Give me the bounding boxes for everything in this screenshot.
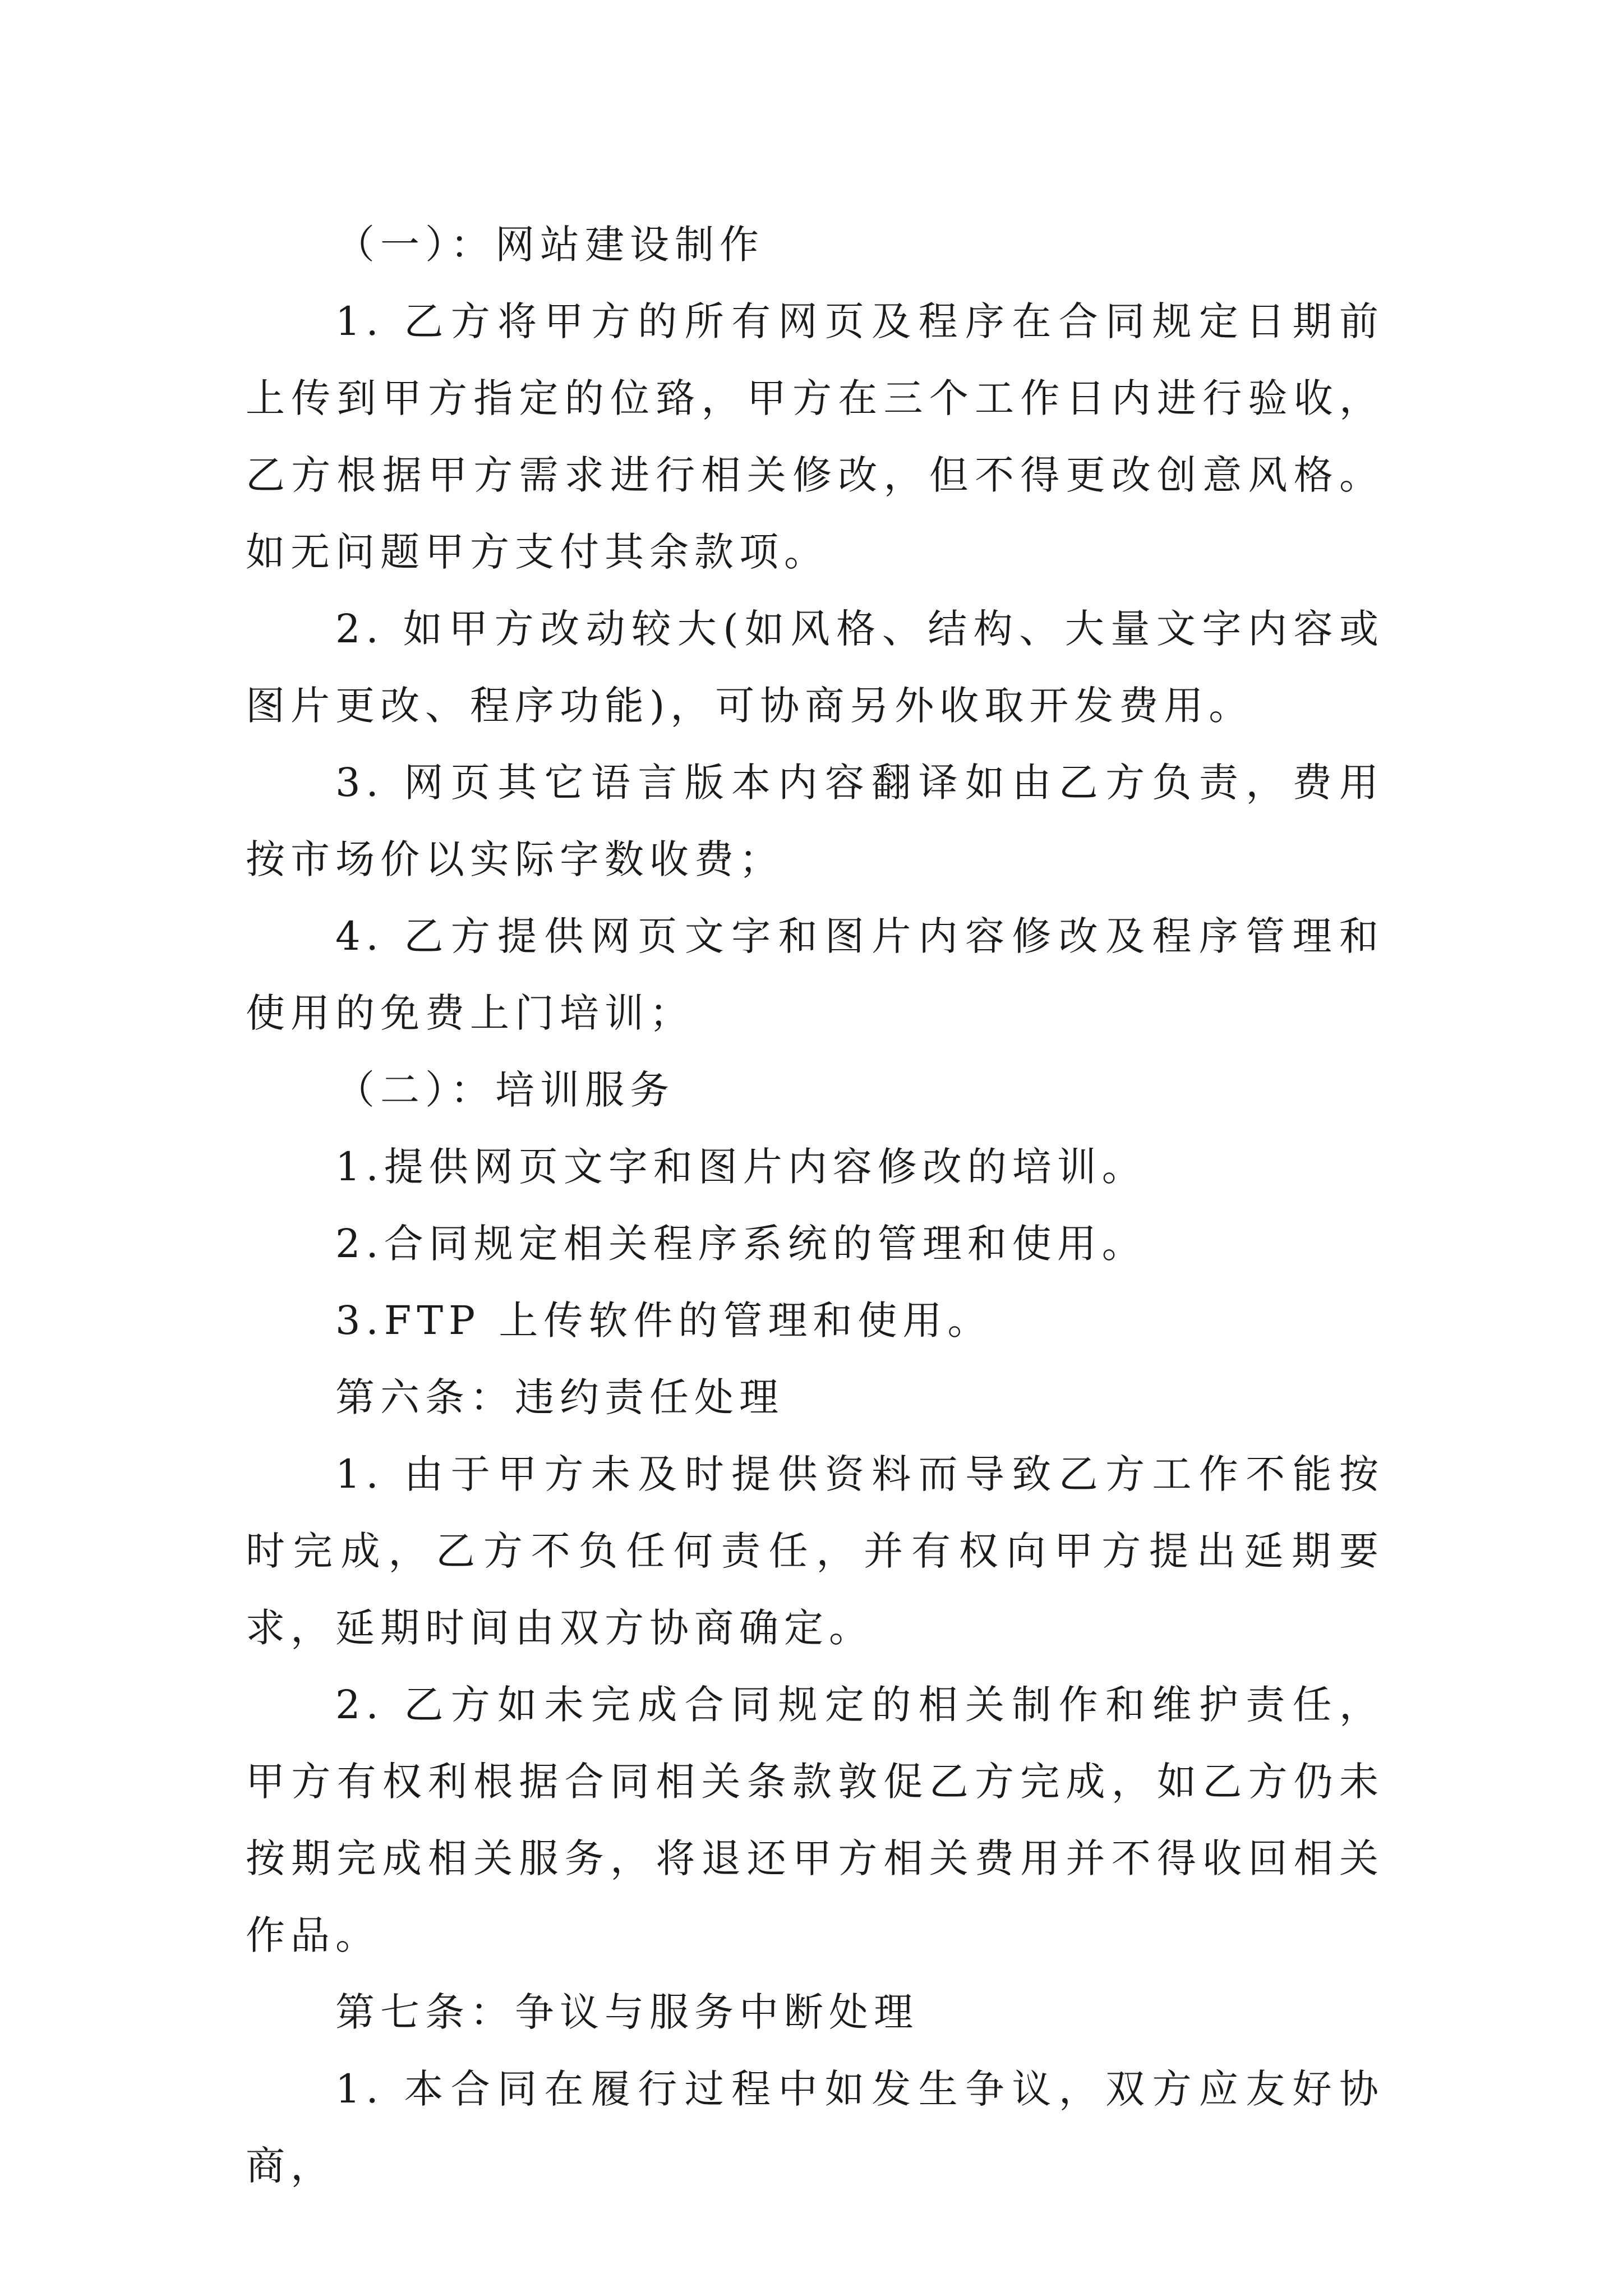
section-heading-training: （二）：培训服务: [335, 1067, 675, 1113]
clause-paragraph: 1. 由于甲方未及时提供资料而导致乙方工作不能按时完成，乙方不负任何责任，并有权向甲方提出延期要求，延期时间由双方协商确定。: [246, 1451, 1384, 1651]
clause-paragraph: 1.提供网页文字和图片内容修改的培训。: [335, 1144, 1147, 1190]
clause-paragraph: 3.FTP 上传软件的管理和使用。: [335, 1297, 993, 1343]
clause-paragraph: 3. 网页其它语言版本内容翻译如由乙方负责，费用按市场价以实际字数收费；: [246, 760, 1384, 882]
clause-paragraph: 1. 本合同在履行过程中如发生争议，双方应友好协商，: [246, 2066, 1384, 2189]
clause-paragraph: 2. 乙方如未完成合同规定的相关制作和维护责任，甲方有权利根据合同相关条款敦促乙方完成，如乙方仍未按期完成相关服务，将退还甲方相关费用并不得收回相关作品。: [246, 1682, 1384, 1958]
clause-paragraph: 2.合同规定相关程序系统的管理和使用。: [335, 1221, 1147, 1267]
section-heading-website-building: （一）：网站建设制作: [335, 222, 764, 268]
clause-paragraph: 4. 乙方提供网页文字和图片内容修改及程序管理和使用的免费上门培训；: [246, 913, 1384, 1036]
document-body: [246, 206, 1384, 2205]
clause-paragraph: 1. 乙方将甲方的所有网页及程序在合同规定日期前上传到甲方指定的位臵，甲方在三个工作日内进行验收，乙方根据甲方需求进行相关修改，但不得更改创意风格。如无问题甲方支付其余款项。: [246, 298, 1384, 575]
article-heading-breach: 第六条：违约责任处理: [335, 1374, 784, 1420]
clause-paragraph: 2. 如甲方改动较大(如风格、结构、大量文字内容或图片更改、程序功能)，可协商另外收取开发费用。: [246, 606, 1384, 729]
article-heading-dispute: 第七条：争议与服务中断处理: [335, 1989, 919, 2035]
